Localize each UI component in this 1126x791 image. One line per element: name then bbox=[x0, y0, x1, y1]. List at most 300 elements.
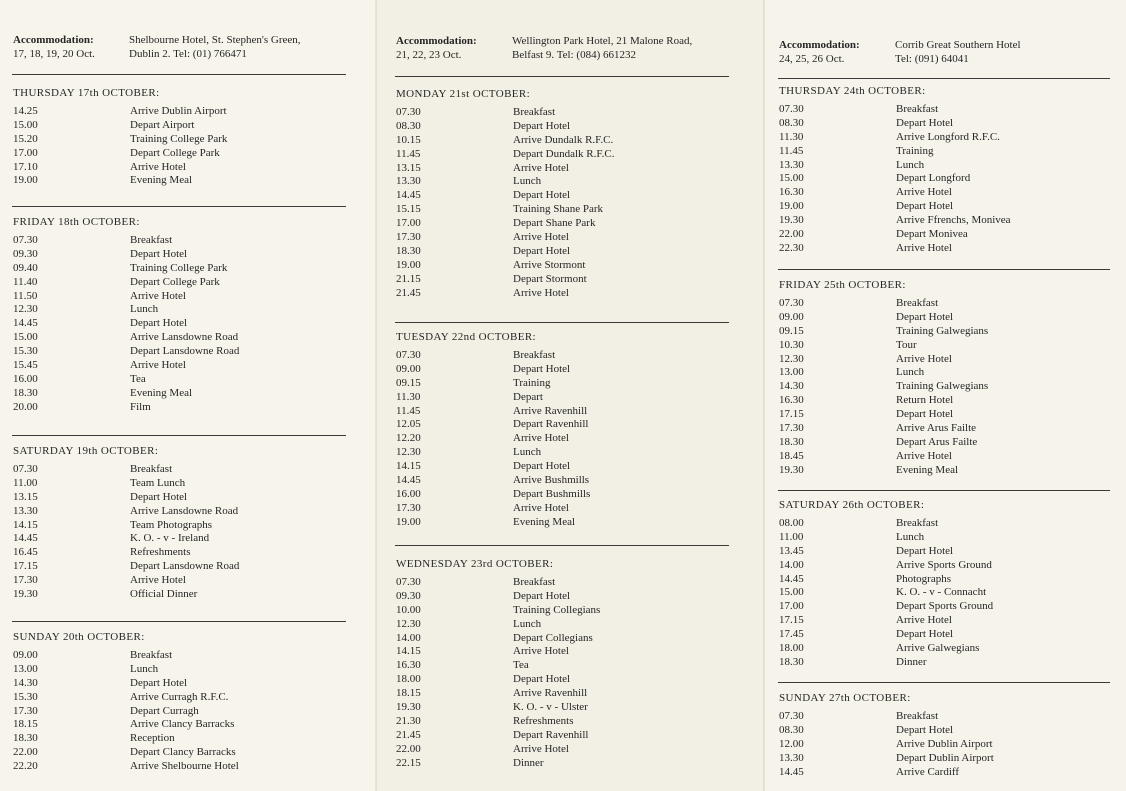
event-time: 14.30 bbox=[779, 380, 804, 393]
event-description: Arrive Dublin Airport bbox=[130, 105, 227, 117]
event-description: Arrive Hotel bbox=[896, 614, 952, 627]
schedule-row bbox=[779, 517, 1107, 531]
schedule-row bbox=[396, 446, 726, 460]
event-description: Lunch bbox=[896, 530, 925, 543]
event-description: Training Galwegians bbox=[896, 324, 989, 337]
event-time: 13.15 bbox=[13, 490, 38, 503]
event-description: Arrive Cardiff bbox=[896, 765, 960, 778]
day-heading: WEDNESDAY 23rd OCTOBER: bbox=[396, 558, 554, 570]
schedule-row bbox=[396, 203, 726, 217]
event-description: Dinner bbox=[896, 655, 927, 668]
event-description: Tea bbox=[513, 659, 529, 672]
event-description: K. O. - v - Ireland bbox=[130, 532, 210, 545]
accommodation-label bbox=[13, 33, 129, 61]
hotel-name: Shelbourne Hotel, St. Stephen's Green, bbox=[129, 34, 301, 46]
fold-line bbox=[375, 0, 377, 791]
schedule-row bbox=[396, 162, 726, 176]
event-time: 18.30 bbox=[779, 655, 804, 668]
schedule-row bbox=[396, 729, 726, 743]
event-time: 17.45 bbox=[779, 628, 804, 641]
schedule-row bbox=[396, 287, 726, 301]
schedule-row bbox=[779, 311, 1107, 325]
schedule-row bbox=[779, 573, 1107, 587]
event-time: 22.30 bbox=[779, 241, 804, 254]
event-time: 09.40 bbox=[13, 261, 38, 274]
accommodation-label bbox=[396, 34, 512, 62]
section-divider bbox=[12, 435, 346, 436]
schedule-row bbox=[779, 531, 1107, 545]
event-time: 22.00 bbox=[779, 228, 804, 241]
event-time: 14.45 bbox=[13, 317, 38, 330]
schedule-row bbox=[396, 377, 726, 391]
schedule-row bbox=[13, 119, 343, 133]
event-time: 07.30 bbox=[779, 297, 804, 309]
schedule-row bbox=[396, 349, 726, 363]
event-description: Breakfast bbox=[130, 234, 173, 246]
schedule-row bbox=[13, 276, 343, 290]
event-description: Arrive Hotel bbox=[896, 186, 952, 199]
event-time: 17.15 bbox=[779, 408, 804, 421]
fold-line bbox=[763, 0, 765, 791]
schedule-row bbox=[396, 175, 726, 189]
event-description: Arrive Clancy Barracks bbox=[130, 718, 235, 731]
event-time: 19.30 bbox=[396, 701, 421, 714]
event-description: Arrive Curragh R.F.C. bbox=[130, 690, 229, 703]
event-description: Depart College Park bbox=[130, 146, 220, 159]
event-description: Depart Hotel bbox=[896, 116, 954, 129]
accommodation-dates: 21, 22, 23 Oct. bbox=[396, 49, 462, 61]
section-divider bbox=[778, 269, 1110, 270]
event-time: 14.45 bbox=[13, 532, 38, 545]
event-description: Arrive Hotel bbox=[513, 286, 569, 299]
event-description: Arrive Lansdowne Road bbox=[130, 331, 239, 344]
event-time: 12.30 bbox=[396, 617, 421, 630]
event-time: 09.15 bbox=[396, 376, 421, 389]
event-time: 11.30 bbox=[779, 130, 804, 143]
section-divider bbox=[395, 322, 729, 323]
schedule-row bbox=[779, 394, 1107, 408]
event-description: Reception bbox=[130, 732, 175, 745]
accommodation-address bbox=[129, 33, 359, 61]
schedule-row bbox=[396, 259, 726, 273]
event-description: Arrive Hotel bbox=[513, 501, 569, 514]
event-description: Arrive Ffrenchs, Monivea bbox=[896, 214, 1011, 227]
event-description: Lunch bbox=[513, 446, 542, 459]
event-description: Depart Ravenhill bbox=[513, 728, 589, 741]
schedule-row bbox=[396, 245, 726, 259]
event-description: Breakfast bbox=[896, 710, 939, 722]
event-description: Depart Hotel bbox=[513, 589, 571, 602]
event-description: Breakfast bbox=[896, 297, 939, 309]
section-divider bbox=[12, 621, 346, 622]
schedule-row bbox=[13, 546, 343, 560]
day-heading: THURSDAY 24th OCTOBER: bbox=[779, 85, 926, 97]
event-time: 18.30 bbox=[13, 732, 38, 745]
schedule-row bbox=[396, 120, 726, 134]
day-schedule bbox=[396, 88, 726, 300]
accommodation-label bbox=[779, 38, 895, 66]
day-schedule bbox=[13, 87, 343, 188]
event-time: 07.30 bbox=[13, 463, 38, 475]
event-description: Arrive Ravenhill bbox=[513, 687, 588, 700]
event-description: Training bbox=[513, 376, 551, 389]
event-time: 14.15 bbox=[396, 460, 421, 473]
event-time: 21.45 bbox=[396, 728, 421, 741]
event-description: Arrive Hotel bbox=[513, 161, 569, 174]
event-description: Return Hotel bbox=[896, 394, 954, 407]
schedule-row bbox=[13, 718, 343, 732]
event-description: Arrive Dublin Airport bbox=[896, 737, 993, 750]
event-description: Depart Dundalk R.F.C. bbox=[513, 147, 615, 160]
schedule-row bbox=[13, 560, 343, 574]
schedule-row bbox=[779, 710, 1107, 724]
schedule-row bbox=[779, 752, 1107, 766]
event-time: 09.15 bbox=[779, 324, 804, 337]
day-heading: SATURDAY 19th OCTOBER: bbox=[13, 445, 159, 457]
schedule-row bbox=[779, 380, 1107, 394]
event-description: Arrive Galwegians bbox=[896, 642, 980, 655]
event-description: Arrive Hotel bbox=[513, 432, 569, 445]
schedule-row bbox=[13, 303, 343, 317]
schedule-row bbox=[13, 574, 343, 588]
event-description: Arrive Hotel bbox=[130, 574, 186, 587]
event-time: 18.30 bbox=[779, 435, 804, 448]
event-time: 21.30 bbox=[396, 714, 421, 727]
event-time: 16.00 bbox=[13, 372, 38, 385]
event-description: Team Photographs bbox=[130, 518, 213, 531]
event-description: Breakfast bbox=[513, 576, 556, 588]
schedule-row bbox=[13, 133, 343, 147]
schedule-row bbox=[396, 757, 726, 771]
schedule-row bbox=[779, 145, 1107, 159]
schedule-row bbox=[13, 705, 343, 719]
schedule-row bbox=[396, 590, 726, 604]
section-divider bbox=[778, 682, 1110, 683]
event-description: K. O. - v - Connacht bbox=[896, 586, 987, 599]
event-description: Lunch bbox=[896, 158, 925, 171]
event-description: Refreshments bbox=[513, 714, 574, 727]
schedule-row bbox=[396, 460, 726, 474]
event-description: Arrive Hotel bbox=[513, 231, 569, 244]
schedule-row bbox=[396, 604, 726, 618]
day-schedule bbox=[779, 499, 1107, 670]
day-schedule bbox=[13, 631, 343, 774]
event-time: 07.30 bbox=[396, 576, 421, 588]
schedule-row bbox=[13, 147, 343, 161]
event-time: 14.45 bbox=[396, 189, 421, 202]
event-time: 12.20 bbox=[396, 432, 421, 445]
event-time: 11.45 bbox=[779, 144, 804, 157]
event-description: Evening Meal bbox=[513, 515, 576, 528]
schedule-row bbox=[779, 766, 1107, 780]
event-description: Evening Meal bbox=[896, 463, 959, 476]
event-time: 14.30 bbox=[13, 676, 38, 689]
schedule-row bbox=[396, 231, 726, 245]
schedule-row bbox=[779, 436, 1107, 450]
event-time: 15.30 bbox=[13, 345, 38, 358]
hotel-name: Corrib Great Southern Hotel bbox=[895, 39, 1021, 51]
event-time: 13.30 bbox=[779, 751, 804, 764]
event-time: 22.20 bbox=[13, 760, 38, 773]
event-description: Depart Shane Park bbox=[513, 217, 596, 230]
event-description: Depart Dublin Airport bbox=[896, 751, 994, 764]
accommodation-block bbox=[396, 34, 730, 64]
event-description: Depart Airport bbox=[130, 118, 195, 131]
day-heading: TUESDAY 22nd OCTOBER: bbox=[396, 331, 537, 343]
event-time: 10.15 bbox=[396, 133, 421, 146]
event-time: 15.00 bbox=[13, 118, 38, 131]
event-description: Arrive Bushmills bbox=[513, 474, 590, 487]
event-time: 14.45 bbox=[779, 765, 804, 778]
event-time: 18.30 bbox=[13, 386, 38, 399]
schedule-row bbox=[396, 273, 726, 287]
event-time: 13.15 bbox=[396, 161, 421, 174]
schedule-row bbox=[779, 614, 1107, 628]
event-description: Arrive Dundalk R.F.C. bbox=[513, 133, 614, 146]
event-description: Evening Meal bbox=[130, 386, 193, 399]
event-description: Depart Monivea bbox=[896, 228, 968, 241]
event-description: Depart Hotel bbox=[130, 676, 188, 689]
event-time: 19.30 bbox=[779, 463, 804, 476]
event-description: Depart Hotel bbox=[130, 490, 188, 503]
schedule-row bbox=[779, 186, 1107, 200]
schedule-row bbox=[13, 463, 343, 477]
day-heading: FRIDAY 18th OCTOBER: bbox=[13, 216, 140, 228]
accommodation-dates: 17, 18, 19, 20 Oct. bbox=[13, 48, 95, 60]
event-description: Arrive Hotel bbox=[130, 359, 186, 372]
event-time: 09.00 bbox=[396, 362, 421, 375]
event-time: 17.30 bbox=[779, 422, 804, 435]
schedule-row bbox=[396, 618, 726, 632]
accommodation-address bbox=[512, 34, 742, 62]
schedule-row bbox=[13, 317, 343, 331]
event-time: 09.00 bbox=[779, 310, 804, 323]
event-description: Depart Hotel bbox=[896, 723, 954, 736]
schedule-row bbox=[13, 387, 343, 401]
schedule-row bbox=[779, 297, 1107, 311]
event-time: 17.10 bbox=[13, 160, 38, 173]
schedule-row bbox=[13, 649, 343, 663]
event-time: 12.00 bbox=[779, 737, 804, 750]
event-time: 17.30 bbox=[396, 501, 421, 514]
event-description: Dinner bbox=[513, 756, 544, 769]
schedule-row bbox=[779, 464, 1107, 478]
schedule-row bbox=[396, 659, 726, 673]
event-description: Training Shane Park bbox=[513, 203, 604, 216]
section-divider bbox=[12, 206, 346, 207]
event-description: Depart Hotel bbox=[130, 247, 188, 260]
schedule-row bbox=[779, 422, 1107, 436]
event-time: 16.45 bbox=[13, 546, 38, 559]
event-time: 08.00 bbox=[779, 517, 804, 529]
day-heading: SUNDAY 20th OCTOBER: bbox=[13, 631, 145, 643]
event-description: Breakfast bbox=[513, 349, 556, 361]
event-description: Lunch bbox=[513, 175, 542, 188]
section-divider bbox=[12, 74, 346, 75]
event-description: Training College Park bbox=[130, 261, 228, 274]
event-time: 07.30 bbox=[396, 106, 421, 118]
schedule-row bbox=[779, 642, 1107, 656]
accommodation-dates: 24, 25, 26 Oct. bbox=[779, 53, 845, 65]
schedule-row bbox=[13, 248, 343, 262]
event-description: Depart Hotel bbox=[513, 244, 571, 257]
event-description: Breakfast bbox=[896, 103, 939, 115]
day-heading: MONDAY 21st OCTOBER: bbox=[396, 88, 531, 100]
schedule-row bbox=[779, 559, 1107, 573]
hotel-address: Belfast 9. Tel: (084) 661232 bbox=[512, 49, 636, 61]
schedule-row bbox=[13, 677, 343, 691]
schedule-row bbox=[779, 545, 1107, 559]
event-time: 08.30 bbox=[396, 119, 421, 132]
event-time: 21.15 bbox=[396, 272, 421, 285]
schedule-row bbox=[13, 691, 343, 705]
schedule-row bbox=[13, 401, 343, 415]
event-time: 09.30 bbox=[396, 589, 421, 602]
event-time: 14.15 bbox=[13, 518, 38, 531]
event-description: Arrive Hotel bbox=[130, 160, 186, 173]
schedule-row bbox=[396, 701, 726, 715]
event-time: 15.00 bbox=[13, 331, 38, 344]
accommodation-address bbox=[895, 38, 1125, 66]
event-time: 22.15 bbox=[396, 756, 421, 769]
event-time: 19.30 bbox=[779, 214, 804, 227]
schedule-row bbox=[779, 586, 1107, 600]
schedule-row bbox=[779, 200, 1107, 214]
schedule-row bbox=[13, 519, 343, 533]
event-time: 15.00 bbox=[779, 172, 804, 185]
schedule-row bbox=[779, 738, 1107, 752]
event-time: 19.00 bbox=[396, 258, 421, 271]
event-time: 15.20 bbox=[13, 132, 38, 145]
event-time: 18.30 bbox=[396, 244, 421, 257]
section-divider bbox=[395, 545, 729, 546]
day-heading: SATURDAY 26th OCTOBER: bbox=[779, 499, 925, 511]
event-description: Training Galwegians bbox=[896, 380, 989, 393]
schedule-row bbox=[396, 488, 726, 502]
event-time: 11.45 bbox=[396, 147, 421, 160]
schedule-row bbox=[779, 117, 1107, 131]
schedule-row bbox=[396, 432, 726, 446]
event-time: 14.45 bbox=[779, 572, 804, 585]
schedule-row bbox=[396, 106, 726, 120]
section-divider bbox=[395, 76, 729, 77]
event-time: 09.00 bbox=[13, 649, 38, 661]
event-description: Depart bbox=[513, 390, 543, 403]
event-description: Depart Lansdowne Road bbox=[130, 345, 240, 358]
event-time: 07.30 bbox=[779, 710, 804, 722]
event-time: 14.45 bbox=[396, 474, 421, 487]
schedule-row bbox=[13, 359, 343, 373]
event-description: Breakfast bbox=[896, 517, 939, 529]
event-time: 12.05 bbox=[396, 418, 421, 431]
event-description: Arrive Longford R.F.C. bbox=[896, 130, 1000, 143]
event-time: 19.00 bbox=[13, 174, 38, 187]
event-time: 20.00 bbox=[13, 400, 38, 413]
event-description: Depart Hotel bbox=[896, 628, 954, 641]
event-description: Depart Hotel bbox=[513, 119, 571, 132]
event-description: Arrive Hotel bbox=[513, 645, 569, 658]
event-description: Arrive Hotel bbox=[513, 742, 569, 755]
schedule-row bbox=[779, 450, 1107, 464]
event-description: Depart Hotel bbox=[130, 317, 188, 330]
event-description: Depart Hotel bbox=[513, 362, 571, 375]
schedule-row bbox=[396, 673, 726, 687]
event-description: Breakfast bbox=[513, 106, 556, 118]
event-description: Depart Stormont bbox=[513, 272, 587, 285]
event-description: Lunch bbox=[130, 662, 159, 675]
event-description: Training bbox=[896, 144, 934, 157]
schedule-row bbox=[779, 366, 1107, 380]
event-time: 18.15 bbox=[396, 687, 421, 700]
schedule-row bbox=[396, 474, 726, 488]
schedule-row bbox=[13, 161, 343, 175]
event-time: 15.15 bbox=[396, 203, 421, 216]
event-time: 17.30 bbox=[396, 231, 421, 244]
schedule-row bbox=[396, 715, 726, 729]
hotel-name: Wellington Park Hotel, 21 Malone Road, bbox=[512, 35, 693, 47]
event-description: K. O. - v - Ulster bbox=[513, 701, 588, 714]
accommodation-heading: Accommodation: bbox=[13, 34, 94, 46]
schedule-row bbox=[13, 505, 343, 519]
event-description: Depart Collegians bbox=[513, 631, 593, 644]
schedule-row bbox=[779, 228, 1107, 242]
accommodation-block bbox=[13, 33, 347, 63]
schedule-row bbox=[396, 363, 726, 377]
schedule-row bbox=[396, 502, 726, 516]
event-description: Arrive Shelbourne Hotel bbox=[130, 760, 239, 773]
event-description: Training College Park bbox=[130, 132, 228, 145]
day-schedule bbox=[13, 216, 343, 415]
schedule-row bbox=[13, 663, 343, 677]
event-description: Lunch bbox=[896, 366, 925, 379]
event-time: 11.45 bbox=[396, 404, 421, 417]
event-time: 19.00 bbox=[779, 200, 804, 213]
event-time: 11.00 bbox=[779, 530, 804, 543]
event-time: 15.45 bbox=[13, 359, 38, 372]
schedule-row bbox=[779, 214, 1107, 228]
event-time: 22.00 bbox=[396, 742, 421, 755]
event-time: 13.45 bbox=[779, 544, 804, 557]
event-time: 14.00 bbox=[396, 631, 421, 644]
event-time: 16.30 bbox=[396, 659, 421, 672]
event-time: 19.30 bbox=[13, 588, 38, 601]
schedule-row bbox=[13, 588, 343, 602]
event-description: Arrive Hotel bbox=[130, 289, 186, 302]
event-time: 17.00 bbox=[779, 600, 804, 613]
day-heading: SUNDAY 27th OCTOBER: bbox=[779, 692, 911, 704]
schedule-row bbox=[396, 148, 726, 162]
schedule-row bbox=[13, 373, 343, 387]
section-divider bbox=[778, 490, 1110, 491]
event-time: 16.30 bbox=[779, 186, 804, 199]
schedule-row bbox=[13, 290, 343, 304]
event-time: 12.30 bbox=[13, 303, 38, 316]
event-description: Tour bbox=[896, 338, 917, 351]
event-time: 16.00 bbox=[396, 487, 421, 500]
hotel-address: Dublin 2. Tel: (01) 766471 bbox=[129, 48, 247, 60]
event-time: 17.15 bbox=[13, 560, 38, 573]
event-time: 08.30 bbox=[779, 116, 804, 129]
schedule-row bbox=[396, 516, 726, 530]
event-description: Depart Bushmills bbox=[513, 487, 591, 500]
event-description: Arrive Sports Ground bbox=[896, 558, 992, 571]
event-time: 07.30 bbox=[396, 349, 421, 361]
event-time: 12.30 bbox=[396, 446, 421, 459]
event-time: 18.00 bbox=[396, 673, 421, 686]
schedule-row bbox=[13, 532, 343, 546]
event-description: Depart Hotel bbox=[513, 189, 571, 202]
event-time: 19.00 bbox=[396, 515, 421, 528]
